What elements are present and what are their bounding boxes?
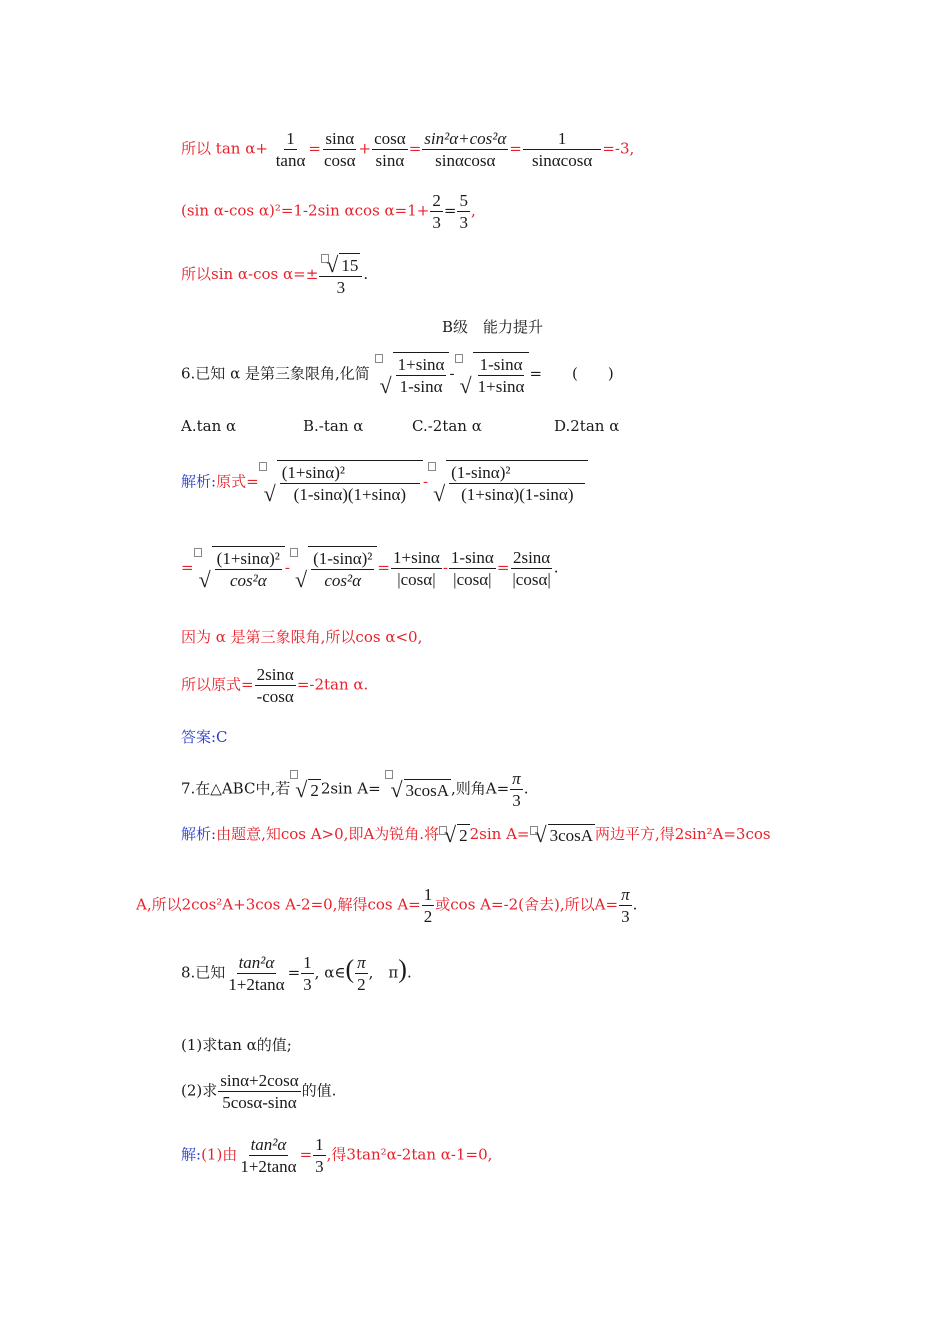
text-a: 由题意,知cos A>0,即A为锐角.将 (216, 825, 440, 843)
period: . (632, 895, 638, 914)
denominator: 1-sinα (399, 377, 443, 396)
sol6-line-2: = √ $\frac{\text{(1+sinα)²}}{\text{cos²α}}$ - √ $\frac{\text{(1-sinα)²}}{\text{cos²α}}$ = $\frac{1+\sin\alpha}{|\cos\alpha|}$ - $\frac{1-\sin\alpha}{|\cos\alpha|}$ = $\frac{2\sin\alpha}{|\cos\alpha|}$ . (181, 548, 559, 592)
numerator: (1-sinα)² (313, 549, 373, 568)
denominator: tanα (275, 151, 306, 170)
fraction-sqrt15-over-3 (319, 252, 362, 298)
sol6-answer (181, 727, 228, 747)
numerator: 5 (459, 191, 468, 210)
denominator: 3 (459, 213, 468, 232)
text-b: 2sin A= (469, 825, 530, 843)
numerator: π (621, 885, 630, 904)
label-analysis: 解析: (181, 825, 217, 843)
answer-text: 答案:C (181, 728, 228, 746)
period: . (523, 779, 529, 798)
fraction-tan2-over (226, 952, 286, 995)
plus-sign: + (255, 139, 268, 158)
text-original: 原式= (216, 472, 259, 491)
sqrt-fraction-cos2-1: √ $\frac{\text{(1+sinα)²}}{\text{cos²α}}$ (199, 546, 285, 591)
fraction-2-3 (430, 190, 443, 233)
numerator: tan²α (250, 1135, 287, 1154)
radicand: 3cosA (549, 826, 594, 845)
sqrt-big-fraction-2: √ $\frac{\text{(1-sinα)²}}{(1+\sin\alpha)(1-\sin\alpha)}$ (433, 460, 588, 505)
text-post: ,得3tan²α-2tan α-1=0, (326, 1145, 493, 1164)
fraction-c (510, 547, 552, 590)
equals: = (308, 139, 321, 158)
fraction-1-2 (422, 884, 435, 927)
numerator: 2 (432, 191, 441, 210)
q6-option-b: B.-tan α (303, 417, 364, 435)
text-so: 所以 (181, 139, 212, 158)
denominator: |cosα| (512, 570, 551, 589)
denominator: cos²α (324, 571, 362, 590)
denominator: (1-sinα)(1+sinα) (293, 485, 407, 504)
sqrt-big-fraction-1: √ $\frac{\text{(1+sinα)²}}{(1-\sin\alpha)(1+\sin\alpha)}$ (264, 460, 423, 505)
numerator: cosα (374, 129, 406, 148)
sol6-line-1: 解析:原式= √ $\frac{\text{(1+sinα)²}}{(1-\sin\alpha)(1+\sin\alpha)}$ - √ $\frac{\text{(1-sinα)²}}{(1+\sin\alpha)(1-\sin\alpha)}$ (181, 460, 588, 505)
sqrt-2: √ 2 (295, 776, 319, 802)
numerator: 1 (286, 129, 295, 148)
fraction-5-3 (457, 190, 470, 233)
solution-line-tan-sum (181, 128, 634, 171)
denominator: sinα (375, 151, 405, 170)
numerator: π (357, 953, 366, 972)
q7-tail: ,则角A= (451, 779, 510, 798)
numerator: 2sinα (512, 548, 551, 567)
denominator: |cosα| (453, 570, 492, 589)
text-tan-a: tan α (215, 139, 256, 158)
numerator: 1 (423, 885, 433, 904)
numerator: sinα+2cosα (220, 1071, 299, 1090)
numerator: 1+sinα (397, 355, 445, 374)
equals: = (408, 139, 422, 158)
fraction-a (391, 547, 442, 590)
denominator: 3 (432, 213, 441, 232)
denominator: 3 (621, 907, 630, 926)
fraction-1-3 (301, 952, 314, 995)
fraction-1-over-sincos (523, 128, 602, 171)
question-8: 8.已知 $\frac{\text{tan²α}}{1+2\tan\alpha}$ = $\frac{1}{3}$ , α∈( $\frac{\pi}{2}$ , π). (181, 953, 412, 994)
numerator: (1+sinα)² (216, 549, 280, 568)
fraction-b (449, 547, 496, 590)
numerator: 2sinα (256, 665, 294, 684)
denominator: sinαcosα (435, 151, 496, 170)
numerator: 1 (523, 128, 602, 150)
sol8-line-1: 解:(1)由 $\frac{\text{tan²α}}{1+2\tan\alpha}$ = $\frac{1}{3}$ ,得3tan²α-2tan α-1=0, (181, 1135, 493, 1176)
numerator: (1+sinα)² (280, 462, 420, 484)
sol6-line-4 (181, 664, 368, 707)
text-post: 的值. (301, 1081, 337, 1100)
sqrt-fraction-cos2-2: √ $\frac{\text{(1-sinα)²}}{\text{cos²α}}$ (295, 546, 377, 591)
denominator: 1+2tanα (228, 975, 285, 994)
fraction-sin-cos-expr (218, 1070, 300, 1113)
radicand: 15 (339, 253, 360, 276)
equals: = (287, 963, 301, 982)
solution-line-sin-minus-cos (181, 252, 368, 298)
fraction-sum-squares (422, 128, 508, 171)
q7-stem: 7.在△ABC中,若 (181, 779, 291, 798)
radicand: 3cosA (405, 780, 449, 800)
sqrt-fraction-1: √ $\frac{1+\sin\alpha}{1-\sin\alpha}$ (380, 352, 450, 397)
q7-mid: 2sin A= (320, 779, 381, 798)
numerator: sinα (325, 129, 355, 148)
period: . (363, 264, 369, 283)
fraction-pi-3 (510, 768, 523, 811)
denominator: cos²α (229, 571, 267, 590)
fraction-1-over-tan (274, 128, 308, 171)
denominator: 3 (336, 277, 346, 297)
sqrt-2: √ 2 (444, 822, 468, 847)
text-a: A,所以2cos²A+3cos A-2=0,解得cos A= (136, 895, 421, 914)
equals: = (509, 139, 522, 158)
numerator: 1+sinα (392, 548, 440, 567)
q8-part-1: (1)求tan α的值; (181, 1036, 292, 1054)
denominator: 1+2tanα (240, 1157, 297, 1176)
comma: , (470, 201, 476, 220)
sqrt-15: √ 15 (326, 251, 359, 277)
denominator: 5cosα-sinα (222, 1093, 297, 1112)
text-b: 或cos A=-2(舍去),所以A= (435, 895, 619, 914)
q6-stem: 6.已知 α 是第三象限角,化简 (181, 364, 370, 383)
result-neg3: =-3, (602, 139, 635, 158)
question-6: 6.已知 α 是第三象限角,化简 √ $\frac{1+\sin\alpha}{1-\sin\alpha}$ - √ $\frac{1-\sin\alpha}{1+\sin\alpha}$ = ( ) (181, 352, 614, 397)
q8-stem: 8.已知 (181, 963, 226, 982)
q6-option-c: C.-2tan α (412, 417, 482, 435)
label-analysis: 解析: (181, 472, 217, 491)
text-d: 两边平方,得2sin²A=3cos (595, 825, 771, 843)
numerator: tan²α (238, 953, 275, 972)
numerator: 1 (303, 953, 312, 972)
question-7 (181, 768, 528, 811)
fraction-tan2-over (238, 1134, 298, 1177)
text-pre: (1)由 (201, 1145, 238, 1164)
denominator: sinαcosα (531, 151, 593, 170)
sqrt-fraction-2: √ $\frac{1-\sin\alpha}{1+\sin\alpha}$ (460, 352, 530, 397)
fraction-2sin-over-neg-cos (255, 664, 296, 707)
fraction-pi-2 (355, 952, 368, 995)
text-pre: (2)求 (181, 1081, 218, 1100)
denominator: cosα (323, 151, 356, 170)
numerator: 1 (315, 1135, 324, 1154)
denominator: |cosα| (397, 570, 436, 589)
numerator: 1-sinα (479, 355, 523, 374)
denominator: 1+sinα (477, 377, 525, 396)
denominator: 2 (423, 907, 433, 926)
denominator: 2 (357, 975, 366, 994)
numerator: π (512, 769, 521, 788)
sol7-line-1 (181, 824, 771, 846)
numerator: 1-sinα (450, 548, 494, 567)
sqrt-3cosA: √ 3cosA (534, 822, 594, 847)
sol6-line-3: 因为 α 是第三象限角,所以cos α<0, (181, 628, 423, 646)
text-so-original: 所以原式= (181, 675, 254, 694)
numerator: sin²α+cos²α (424, 129, 507, 148)
plus-sign: + (358, 139, 372, 158)
sqrt-3cosA: √ 3cosA (390, 776, 449, 802)
text-square-expr: (sin α-cos α)²=1-2sin αcos α=1+ (181, 201, 430, 220)
text-result: =-2tan α. (296, 675, 369, 694)
denominator: -cosα (256, 687, 294, 706)
denominator: 3 (315, 1157, 324, 1176)
q8-part-2 (181, 1070, 336, 1113)
denominator: (1+sinα)(1-sinα) (461, 485, 574, 504)
denominator: 3 (512, 791, 521, 810)
fraction-1-3 (313, 1134, 326, 1177)
fraction-cos-over-sin (372, 128, 408, 171)
numerator: (1-sinα)² (449, 462, 585, 484)
q6-answer-blank: = ( ) (529, 364, 614, 383)
period: . (406, 963, 412, 982)
fraction-pi-3 (619, 884, 632, 927)
label-solution: 解: (181, 1145, 202, 1164)
q6-option-a: A.tan α (181, 417, 237, 435)
q6-option-d: D.2tan α (554, 417, 620, 435)
section-title: B级 能力提升 (442, 318, 544, 336)
q8-interval-label: , α∈ (314, 963, 346, 982)
solution-line-square: (sin α-cos α)²=1-2sin αcos α=1+ $\frac{2}{3}$ = $\frac{5}{3}$ , (181, 191, 476, 232)
text-sin-minus-cos: 所以sin α-cos α=± (181, 264, 319, 283)
pi-symbol: π (388, 963, 399, 982)
denominator: 3 (303, 975, 312, 994)
fraction-sin-over-cos (322, 128, 358, 171)
sol7-line-2 (136, 884, 637, 927)
